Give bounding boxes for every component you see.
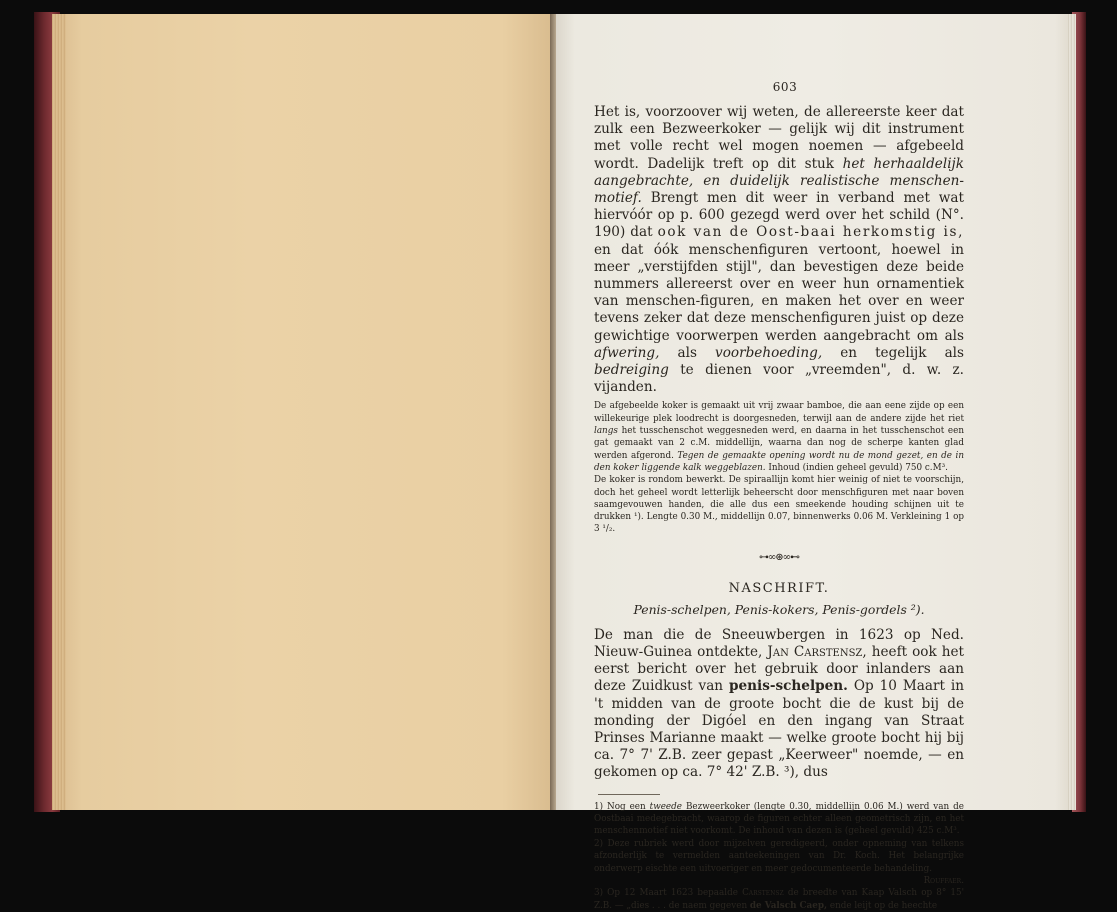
main-text-4: als (659, 344, 716, 361)
page-stack-edge (52, 14, 66, 810)
main-spaced-1: ook van de Oost-baai herkomstig is, (657, 224, 965, 241)
main-italic-2: afwering, (594, 344, 660, 361)
section-ornament: ⊶∞⊛∞⊷ (758, 551, 800, 563)
main-text-1: Het is, voorzoover wij weten, de allereerste keer dat zulk een Bezweerkoker — gelijk wij dit instrument met volle recht wel mogen noemen — afgebeeld wordt. Dadelijk treft op dit stuk (594, 104, 964, 172)
naschrift-paragraph (594, 627, 964, 782)
main-text-3: en dat óók menschenfiguren vertoont, hoewel in meer „verstijfden stijl", dan bevestigen deze beide nummers allereerst over en weer hun ornamentiek van menschen-figuren, en maken het over en weer tevens zeker dat deze menschenfiguren juist op deze gewichtige voorwerpen werden aangebracht om als (594, 241, 964, 344)
fn1-italic: tweede (649, 801, 682, 812)
footnote-1 (594, 801, 964, 838)
desc-text-3: Inhoud (indien geheel gevuld) 750 c.M³. (765, 462, 948, 473)
fn1-text-b: Bezweerkoker (lengte 0.30, middellijn 0.06 M.) werd van de Oostbaai medegebracht, waarop de figuren echter alleen geometrisch zijn, en het menschenmotief niet voorkomt. De inhoud van dezen is (geheel gevuld) 425 c.M³. (594, 801, 964, 837)
blank-left-page (52, 14, 552, 810)
nas-text-1: De man die de Sneeuwbergen in 1623 op Ned. Nieuw-Guinea ontdekte, (594, 626, 964, 660)
nas-text-2: heeft ook het eerst bericht over het gebruik door inlanders aan deze Zuidkust van (594, 643, 964, 695)
naschrift-heading: NASCHRIFT. (728, 580, 830, 596)
main-text-6: te dienen voor „vreemden", d. w. z. vijanden. (594, 362, 964, 396)
nas-text-3: Op 10 Maart in 't midden van de groote bocht die de kust bij de monding der Digóel en den ingang van Straat Prinses Marianne maakt — welke groote bocht hij bij ca. 7° 7' Z.B. zeer gepast „Keerweer" noemde, — en gekomen op ca. 7° 42' Z.B. ³), dus (594, 678, 964, 781)
footnote-rule (598, 794, 660, 795)
fn3-text-c: ende leijt op de heechte (827, 900, 938, 911)
page-content (594, 80, 964, 912)
fn2-signature: Rouffaer. (923, 875, 964, 886)
book-gutter (550, 14, 556, 810)
page-number: 603 (772, 80, 798, 94)
fn3-bold: de Valsch Caep, (749, 900, 828, 911)
desc-italic-2: Tegen de gemaakte opening wordt nu de mond gezet, en de in den koker liggende kalk weggeblazen. (594, 450, 965, 473)
object-description (594, 400, 964, 474)
page-fore-edge (1068, 14, 1076, 810)
nas-author: Jan Carstensz, (767, 643, 867, 660)
fn2-text: 2) Deze rubriek werd door mijzelven geredigeerd, onder opneming van telkens afzonderlijk te vermelden aanteekeningen van Dr. Koch. Het belangrijke onderwerp eischte een uitvoeriger en meer gedocumenteerde behandeling. (594, 838, 964, 874)
main-paragraph (594, 104, 964, 396)
fn3-text-b: de breedte van Kaap Valsch op 8° 15' Z.B. — „dies . . . de naem gegeven (594, 888, 964, 911)
desc-text-2: het tusschenschot weggesneden werd, en daarna in het tusschenschot een gat gemaakt van 2 c.M. middellijn, waarna dan nog de scherpe kanten glad werden afgerond. (594, 426, 964, 461)
main-italic-3: voorbehoeding, (715, 344, 823, 361)
main-italic-1: het herhaaldelijk aangebrachte, en duidelijk realistische menschen-motief. (594, 155, 964, 207)
footnote-2 (594, 838, 964, 886)
main-text-2: Brengt men dit weer in verband met wat hiervóór op p. 600 gezegd werd over het schild (N°. 190) dat (594, 190, 964, 241)
naschrift-subheading: Penis-schelpen, Penis-kokers, Penis-gordels ²). (633, 601, 925, 617)
object-decoration: De koker is rondom bewerkt. De spiraallijn komt hier weinig of niet te voorschijn, doch het geheel wordt letterlijk beheerscht door menschfiguren met naar boven saamgevouwen handen, die alle dus een smeekende houding schijnen uit te drukken ¹). Lengte 0.30 M., middellijn 0.07, binnenwerks 0.06 M. Verkleining 1 op 3 ¹/₂. (594, 475, 964, 535)
footnote-3 (594, 887, 964, 912)
main-text-5: en tegelijk als (822, 344, 964, 361)
nas-bold: penis-schelpen. (729, 678, 848, 695)
desc-text-1: De afgebeelde koker is gemaakt uit vrij zwaar bamboe, die aan eene zijde op een willekeurige plek loodrecht is doorgesneden, terwijl aan de andere zijde het riet (594, 401, 964, 424)
fn3-text-a: 3) Op 12 Maart 1623 bepaalde (594, 888, 743, 899)
desc-italic-1: langs (594, 426, 618, 437)
fn3-author: Carstensz (742, 888, 784, 899)
main-italic-4: bedreiging (594, 362, 669, 379)
fn1-text-a: 1) Nog een (594, 801, 650, 812)
